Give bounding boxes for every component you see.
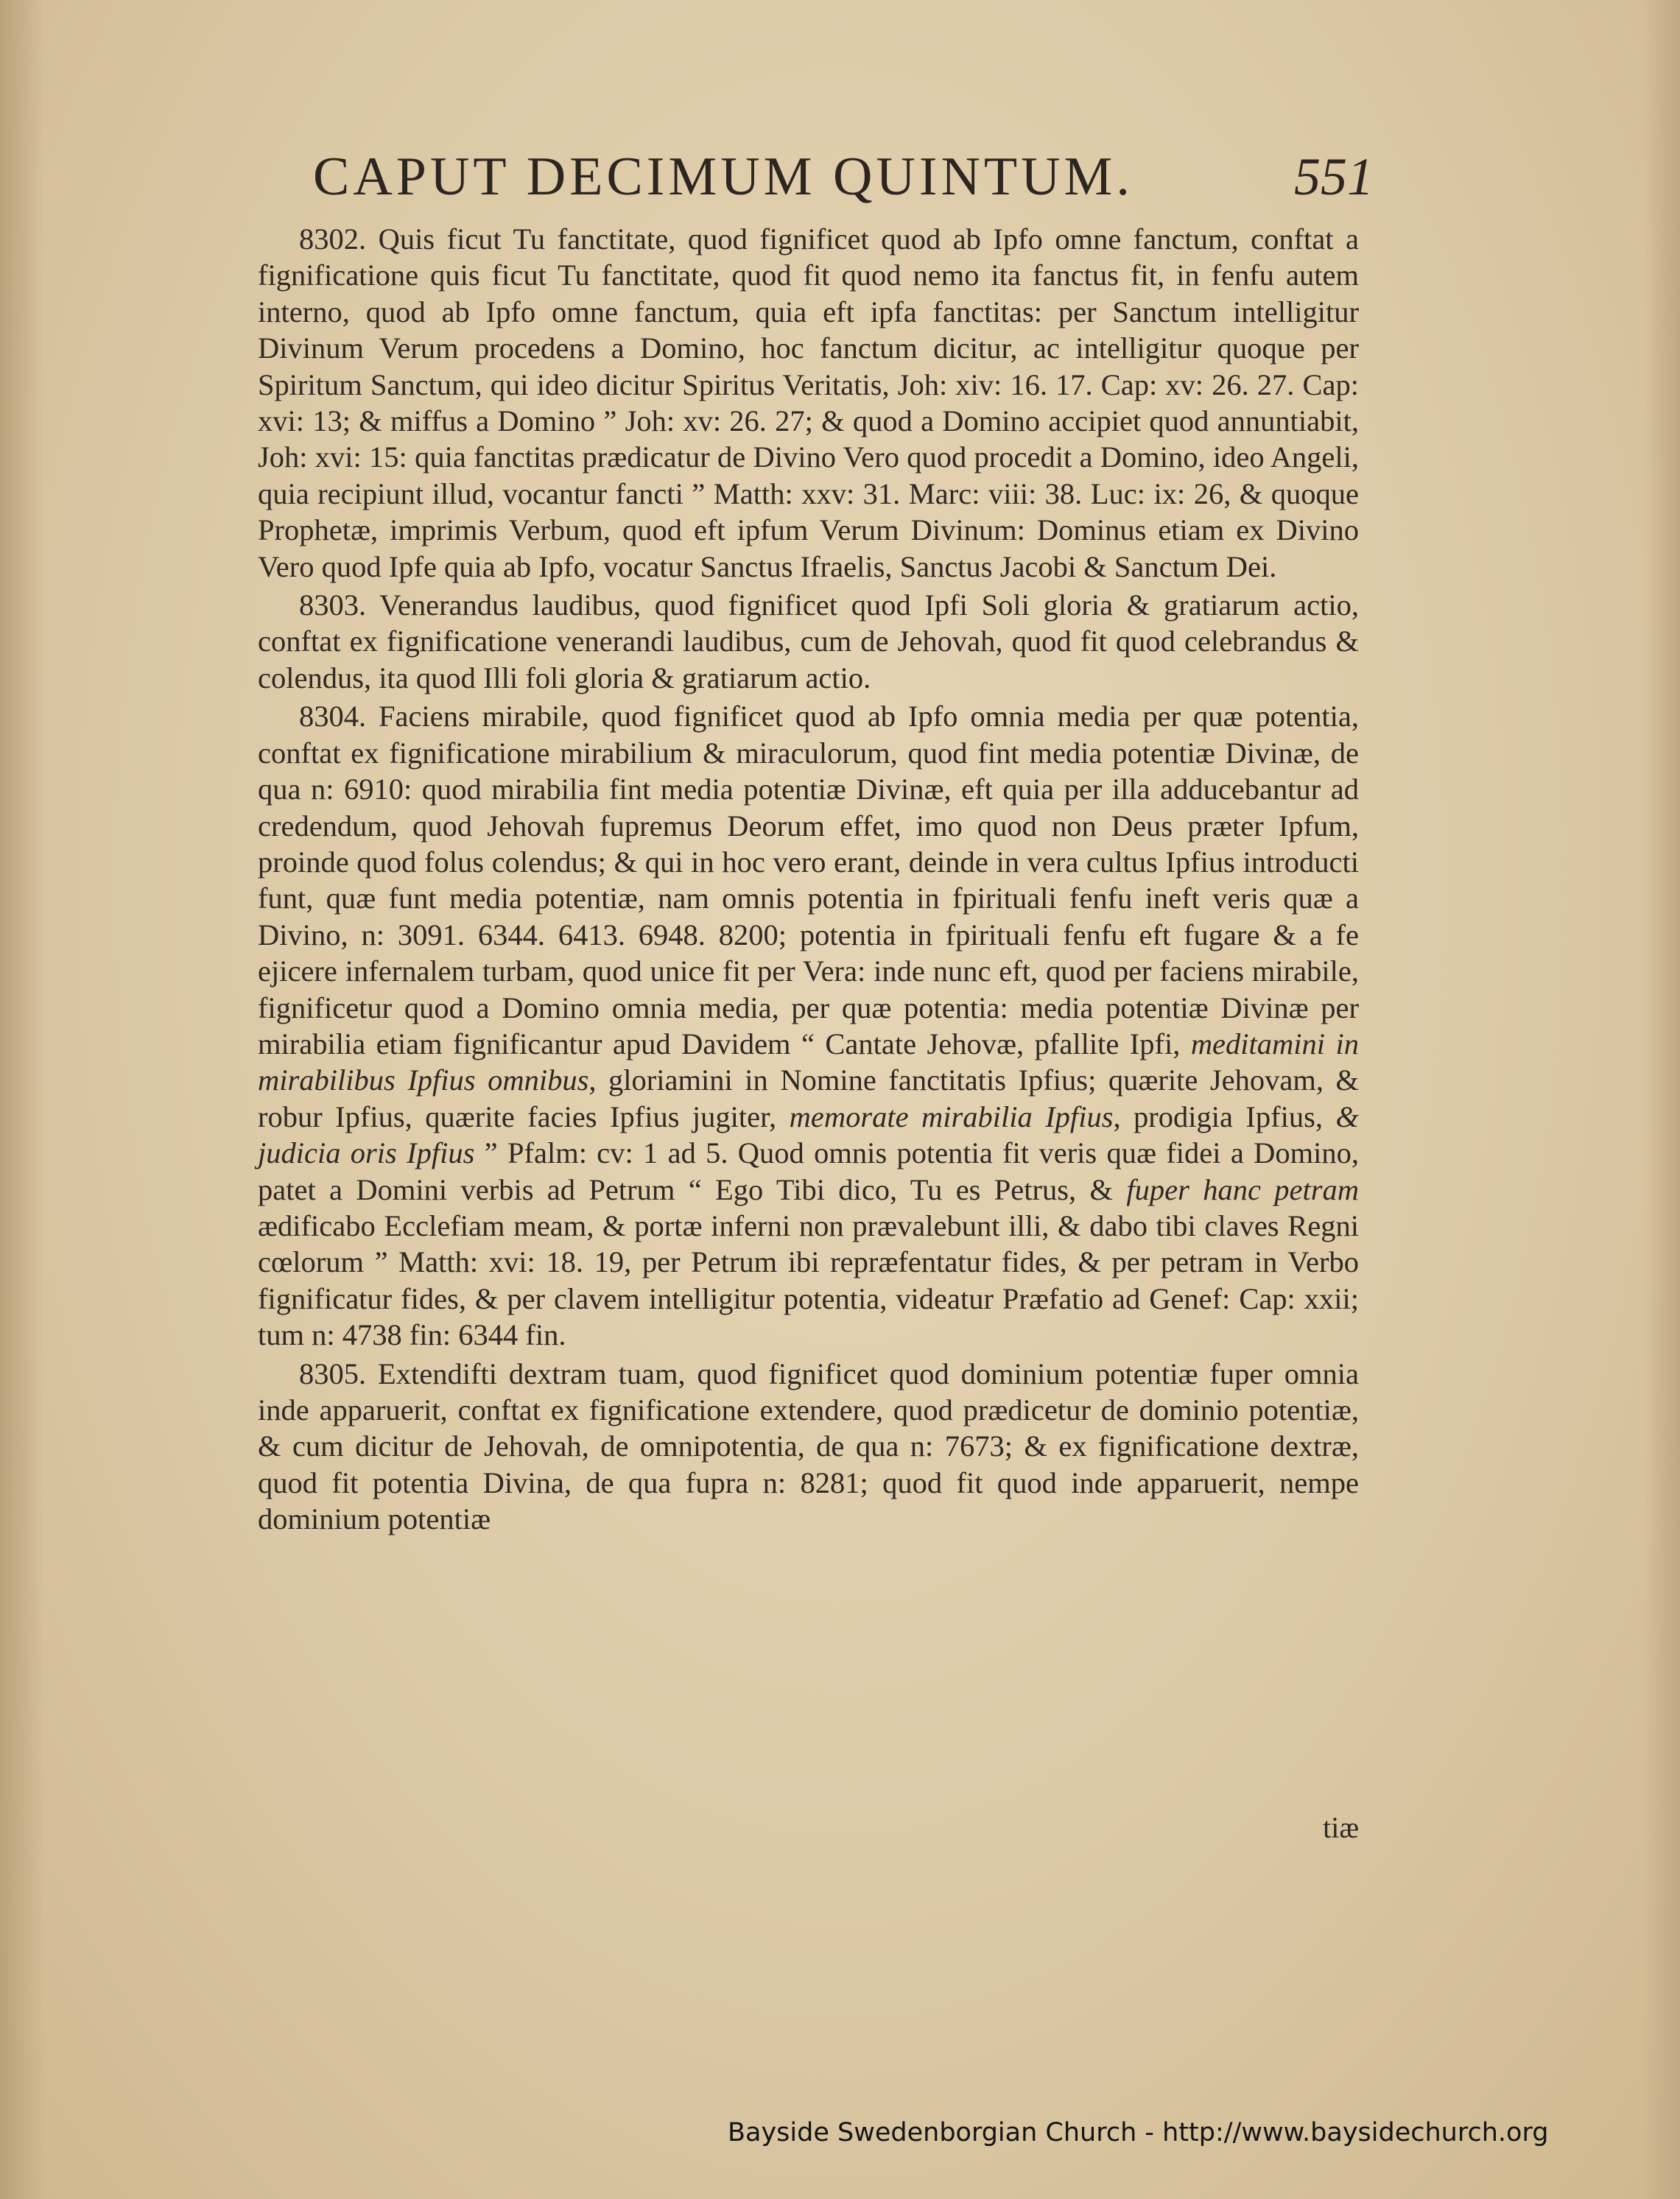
paragraph-8304 (258, 698, 1359, 1353)
paragraph-italic-text: meditamini in mirabilibus Ipfius omnibus (258, 1027, 1359, 1097)
paragraph-text: Faciens mirabile, quod fignificet quod ab Ipfo omnia media per quæ potentia, conftat ex fignificatione mirabilium & miraculorum, quod fint media potentiæ Divinæ, de qua n: 6910: quod mirabilia fint media potentiæ Divinæ, eft quia per illa adducebantur ad credendum, quod Jehovah fupremus Deorum effet, imo quod non Deus præter Ipfum, proinde quod folus colendus; & qui in hoc vero erant, deinde in vera cultus Ipfius introducti funt, quæ funt media potentiæ, nam omnis potentia in fpirituali fenfu ineft veris quæ a Divino, n: 3091. 6344. 6413. 6948. 8200; potentia in fpirituali fenfu eft fugare & a fe ejicere infernalem turbam, quod unice fit per Vera: inde nunc eft, quod per faciens mirabile, fignificetur quod a Domino omnia media, per quæ potentia: media potentiæ Divinæ per mirabilia etiam fignificantur apud Davidem “ Cantate Jehovæ, pfallite Ipfi, (258, 700, 1359, 1060)
paragraph-number: 8303. (299, 588, 367, 622)
paragraph-number: 8302. (299, 222, 367, 256)
paragraph-8302 (258, 221, 1359, 585)
text-body (258, 221, 1359, 1540)
paragraph-text: Venerandus laudibus, quod fignificet quod Ipfi Soli gloria & gratiarum actio, conftat ex fignificatione venerandi laudibus, cum de Jehovah, quod fit quod celebrandus & colendus, ita quod Illi foli gloria & gratiarum actio. (258, 588, 1359, 694)
paragraph-text: ædificabo Ecclefiam meam, & portæ inferni non prævalebunt illi, & dabo tibi claves Regni cœlorum ” Matth: xvi: 18. 19, per Petrum ibi repræfentatur fides, & per petram in Verbo fignificatur fides, & per clavem intelligitur potentia, videatur Præfatio ad Genef: Cap: xxii; tum n: 4738 fin: 6344 fin. (258, 1208, 1359, 1352)
paragraph-italic-text: fuper hanc petram (1126, 1172, 1360, 1206)
page-header (313, 144, 1374, 210)
watermark-text: Bayside Swedenborgian Church - http://www.baysidechurch.org (728, 2118, 1549, 2147)
paragraph-italic-text: & judicia oris Ipfius (258, 1100, 1359, 1170)
paragraph-text: Quis ficut Tu fanctitate, quod fignificet quod ab Ipfo omne fanctum, conftat a fignificatione quis ficut Tu fanctitate, quod fit quod nemo ita fanctus fit, in fenfu autem interno, quod ab Ipfo omne fanctum, quia eft ipfa fanctitas: per Sanctum intelligitur Divinum Verum procedens a Domino, hoc fanctum dicitur, ac intelligitur quoque per Spiritum Sanctum, qui ideo dicitur Spiritus Veritatis, Joh: xiv: 16. 17. Cap: xv: 26. 27. Cap: xvi: 13; & miffus a Domino ” Joh: xv: 26. 27; & quod a Domino accipiet quod annuntiabit, Joh: xvi: 15: quia fanctitas prædicatur de Divino Vero quod procedit a Domino, ideo Angeli, quia recipiunt illud, vocantur fancti ” Matth: xxv: 31. Marc: viii: 38. Luc: ix: 26, & quoque Prophetæ, imprimis Verbum, quod eft ipfum Verum Divinum: Dominus etiam ex Divino Vero quod Ipfe quia ab Ipfo, vocatur Sanctus Ifraelis, Sanctus Jacobi & Sanctum Dei. (258, 222, 1359, 583)
paragraph-text: ” Pfalm: cv: 1 ad 5. Quod omnis potentia fit veris quæ fidei a Domino, patet a Domini verbis ad Petrum “ Ego Tibi dico, Tu es Petrus, & (258, 1136, 1359, 1206)
paragraph-8305 (258, 1356, 1359, 1538)
paragraph-text: Extendifti dextram tuam, quod fignificet quod dominium potentiæ fuper omnia inde apparuerit, conftat ex fignificatione extendere, quod prædicetur de dominio potentiæ, & cum dicitur de Jehovah, de omnipotentia, de qua n: 7673; & ex fignificatione dextræ, quod fit potentia Divina, de qua fupra n: 8281; quod fit quod inde apparuerit, nempe dominium potentiæ (258, 1357, 1359, 1536)
page-number: 551 (1294, 147, 1374, 206)
catchword: tiæ (1323, 1811, 1359, 1844)
paragraph-8303 (258, 587, 1359, 696)
paragraph-number: 8305. (299, 1357, 367, 1390)
paragraph-text: , gloriamini in Nomine fanctitatis Ipfius; quærite Jehovam, & robur Ipfius, quærite facies Ipfius jugiter, (258, 1063, 1360, 1133)
paragraph-italic-text: memorate mirabilia Ipfius (789, 1100, 1114, 1133)
paragraph-text: , prodigia Ipfius, (1113, 1100, 1336, 1133)
running-title: CAPUT DECIMUM QUINTUM. (313, 147, 1134, 207)
paragraph-number: 8304. (299, 700, 367, 733)
